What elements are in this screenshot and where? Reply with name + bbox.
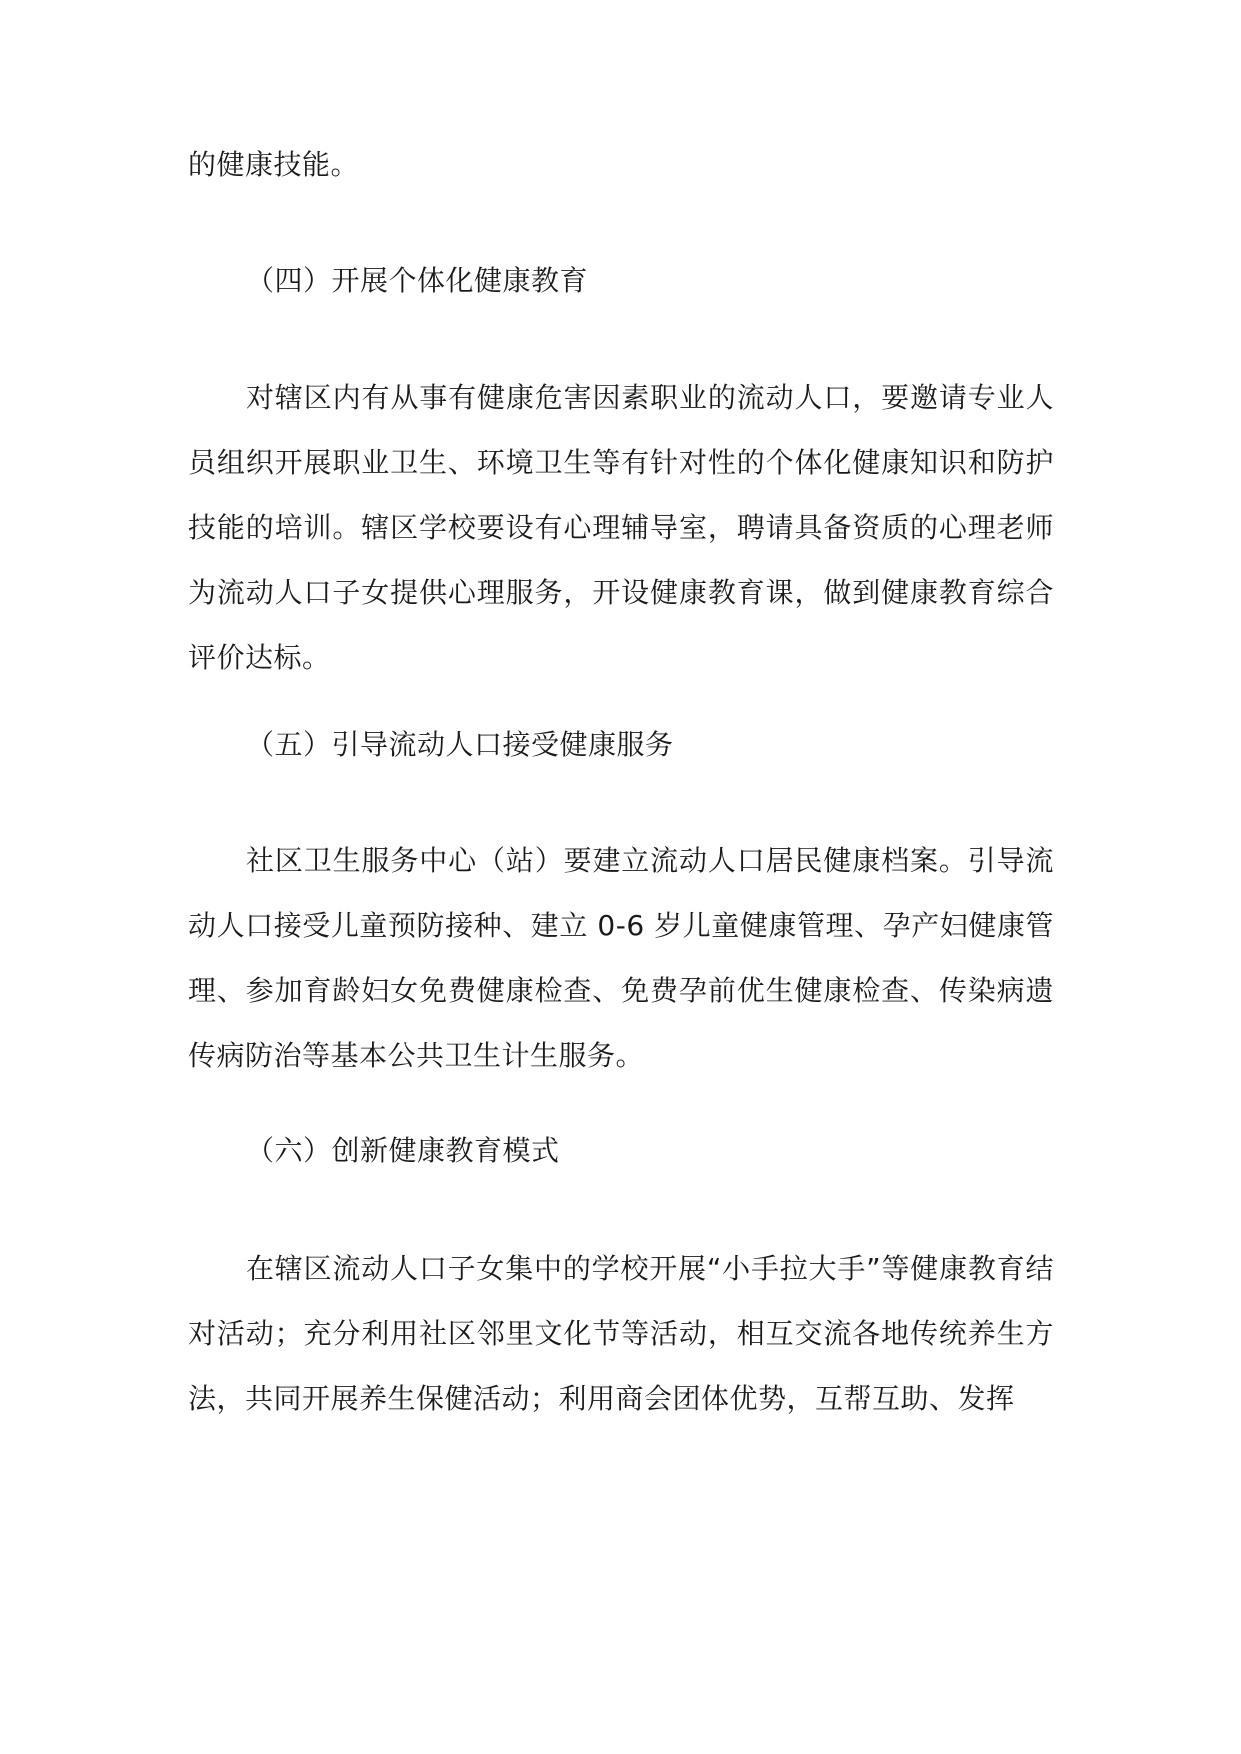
paragraph-continuation: 的健康技能。 (188, 148, 360, 181)
section-heading-5: （五）引导流动人口接受健康服务 (246, 728, 674, 761)
paragraph-individual-health-education: 对辖区内有从事有健康危害因素职业的流动人口，要邀请专业人员组织开展职业卫生、环境卫生等有针对性的个体化健康知识和防护技能的培训。辖区学校要设有心理辅导室，聘请具备资质的心理老师为流动人口子女提供心理服务，开设健康教育课，做到健康教育综合评价达标。 (188, 381, 1054, 674)
section-heading-6: （六）创新健康教育模式 (246, 1134, 560, 1167)
section-heading-4: （四）开展个体化健康教育 (246, 264, 589, 297)
paragraph-health-services: 社区卫生服务中心（站）要建立流动人口居民健康档案。引导流动人口接受儿童预防接种、建立 0-6 岁儿童健康管理、孕产妇健康管理、参加育龄妇女免费健康检查、免费孕前优生健康检查、传染病遗传病防治等基本公共卫生计生服务。 (188, 844, 1054, 1072)
paragraph-education-model: 在辖区流动人口子女集中的学校开展“小手拉大手”等健康教育结对活动；充分利用社区邻里文化节等活动，相互交流各地传统养生方法，共同开展养生保健活动；利用商会团体优势，互帮互助、发挥 (188, 1252, 1054, 1415)
